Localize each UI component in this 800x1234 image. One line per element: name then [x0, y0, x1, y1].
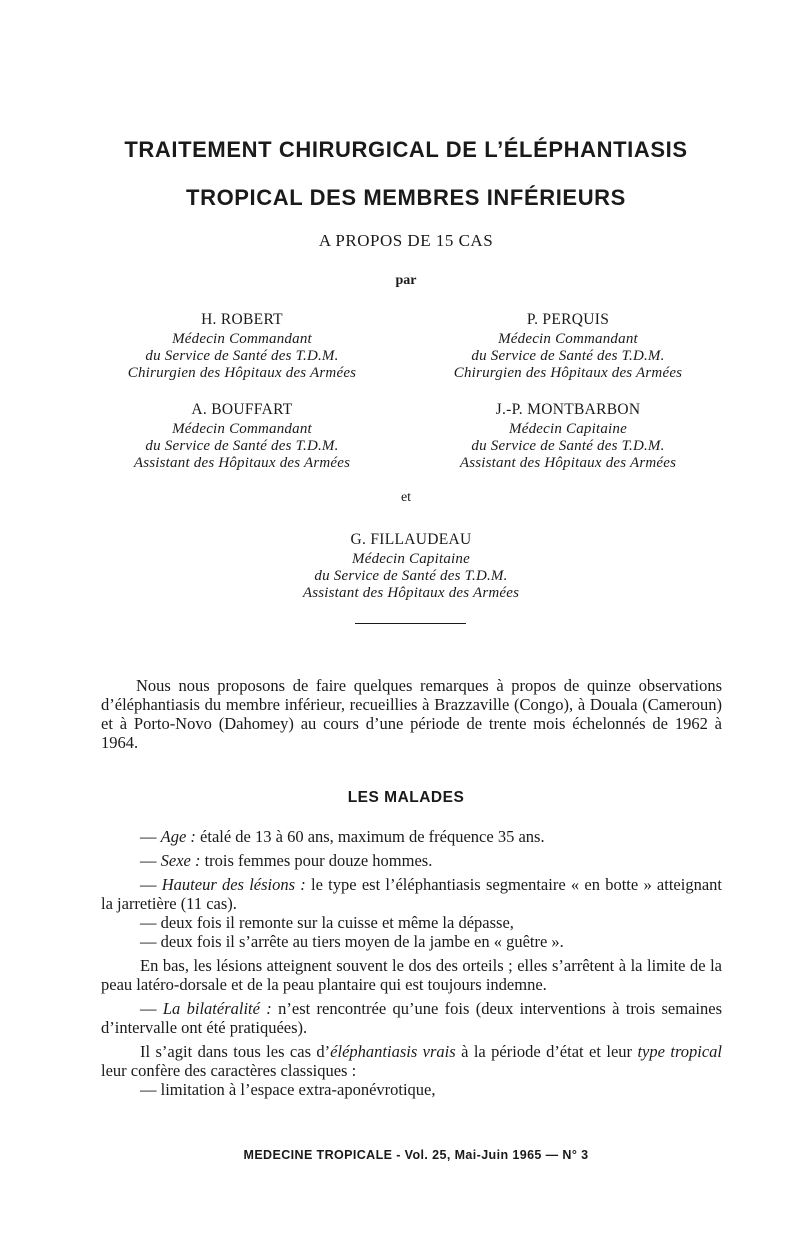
author-role: Médecin Capitaine: [352, 551, 470, 567]
author-fillaudeau: [266, 531, 556, 602]
author-bouffart: [102, 401, 382, 472]
author-name: P. PERQUIS: [526, 311, 610, 328]
section-body: [101, 827, 722, 1104]
author-name: J.-P. MONTBARBON: [495, 401, 641, 418]
bilaterality-item: [101, 999, 722, 1037]
summary-emphasis: éléphantiasis vrais: [330, 1042, 456, 1061]
author-name: H. ROBERT: [201, 311, 283, 328]
dash: —: [140, 999, 163, 1018]
article-title-line-2: TROPICAL DES MEMBRES INFÉRIEURS: [186, 185, 626, 210]
by-label: par: [395, 273, 417, 288]
author-role: du Service de Santé des T.D.M.: [145, 348, 339, 364]
sexe-label: Sexe :: [160, 851, 201, 870]
author-montbarbon: [423, 401, 713, 472]
intro-text: Nous nous proposons de faire quelques remarques à propos de quinze observations d’éléphantiasis du membre inférieur, recueillies à Brazzaville (Congo), à Douala (Cameroun) et à Porto-Novo (Dahomey) au cours d’une période de trente mois échelonnés de 1962 à 1964.: [101, 676, 722, 752]
author-role: du Service de Santé des T.D.M.: [314, 568, 508, 584]
age-item: [101, 827, 722, 846]
bilat-text: n’est rencontrée qu’une fois (deux interventions à trois semaines d’intervalle ont été pratiquées).: [101, 999, 722, 1037]
section-heading: LES MALADES: [347, 789, 465, 806]
summary-paragraph: [101, 1042, 722, 1080]
author-perquis: [423, 311, 713, 382]
dash: —: [140, 827, 161, 846]
age-text: étalé de 13 à 60 ans, maximum de fréquence 35 ans.: [195, 827, 545, 846]
article-title-line-1: TRAITEMENT CHIRURGICAL DE L’ÉLÉPHANTIASIS: [124, 137, 688, 162]
bilat-label: La bilatéralité :: [162, 999, 272, 1018]
author-role: Assistant des Hôpitaux des Armées: [459, 455, 677, 471]
en-bas-paragraph: En bas, les lésions atteignent souvent le dos des orteils ; elles s’arrêtent à la limite de la peau latéro-dorsale et de la peau plantaire qui est toujours indemne.: [101, 956, 722, 994]
author-role: du Service de Santé des T.D.M.: [471, 348, 665, 364]
author-role: Assistant des Hôpitaux des Armées: [302, 585, 520, 601]
author-name: A. BOUFFART: [191, 401, 293, 418]
author-role: Chirurgien des Hôpitaux des Armées: [127, 365, 357, 381]
author-role: Médecin Commandant: [172, 331, 312, 347]
intro-paragraph: [101, 676, 722, 752]
author-name: G. FILLAUDEAU: [350, 531, 472, 548]
age-label: Age :: [160, 827, 196, 846]
limitation-item: — limitation à l’espace extra-aponévrotique,: [140, 1080, 436, 1099]
summary-text: à la période d’état et leur: [455, 1042, 638, 1061]
author-role: Médecin Commandant: [172, 421, 312, 437]
separator-rule: [355, 623, 466, 624]
summary-text: Il s’agit dans tous les cas d’: [140, 1042, 331, 1061]
author-role: Médecin Commandant: [498, 331, 638, 347]
dash: —: [140, 875, 162, 894]
author-role: Chirurgien des Hôpitaux des Armées: [453, 365, 683, 381]
dash: —: [140, 851, 161, 870]
journal-footer: MEDECINE TROPICALE - Vol. 25, Mai-Juin 1965 — N° 3: [243, 1148, 589, 1162]
author-robert: [102, 311, 382, 382]
author-role: Médecin Capitaine: [509, 421, 627, 437]
hauteur-text: le type est l’éléphantiasis segmentaire « en botte » atteignant la jarretière (11 cas).: [101, 875, 722, 913]
conjunction-et: et: [400, 490, 412, 505]
hauteur-subitem: — deux fois il s’arrête au tiers moyen de la jambe en « guêtre ».: [140, 932, 564, 951]
summary-emphasis: type tropical: [637, 1042, 722, 1061]
author-role: du Service de Santé des T.D.M.: [145, 438, 339, 454]
author-role: Assistant des Hôpitaux des Armées: [133, 455, 351, 471]
sexe-item: [101, 851, 722, 870]
sexe-text: trois femmes pour douze hommes.: [200, 851, 433, 870]
hauteur-subitem: — deux fois il remonte sur la cuisse et même la dépasse,: [140, 913, 514, 932]
article-subtitle: A PROPOS DE 15 CAS: [318, 231, 494, 250]
author-role: du Service de Santé des T.D.M.: [471, 438, 665, 454]
summary-text: leur confère des caractères classiques :: [101, 1061, 357, 1080]
hauteur-item: [101, 875, 722, 913]
hauteur-label: Hauteur des lésions :: [161, 875, 306, 894]
